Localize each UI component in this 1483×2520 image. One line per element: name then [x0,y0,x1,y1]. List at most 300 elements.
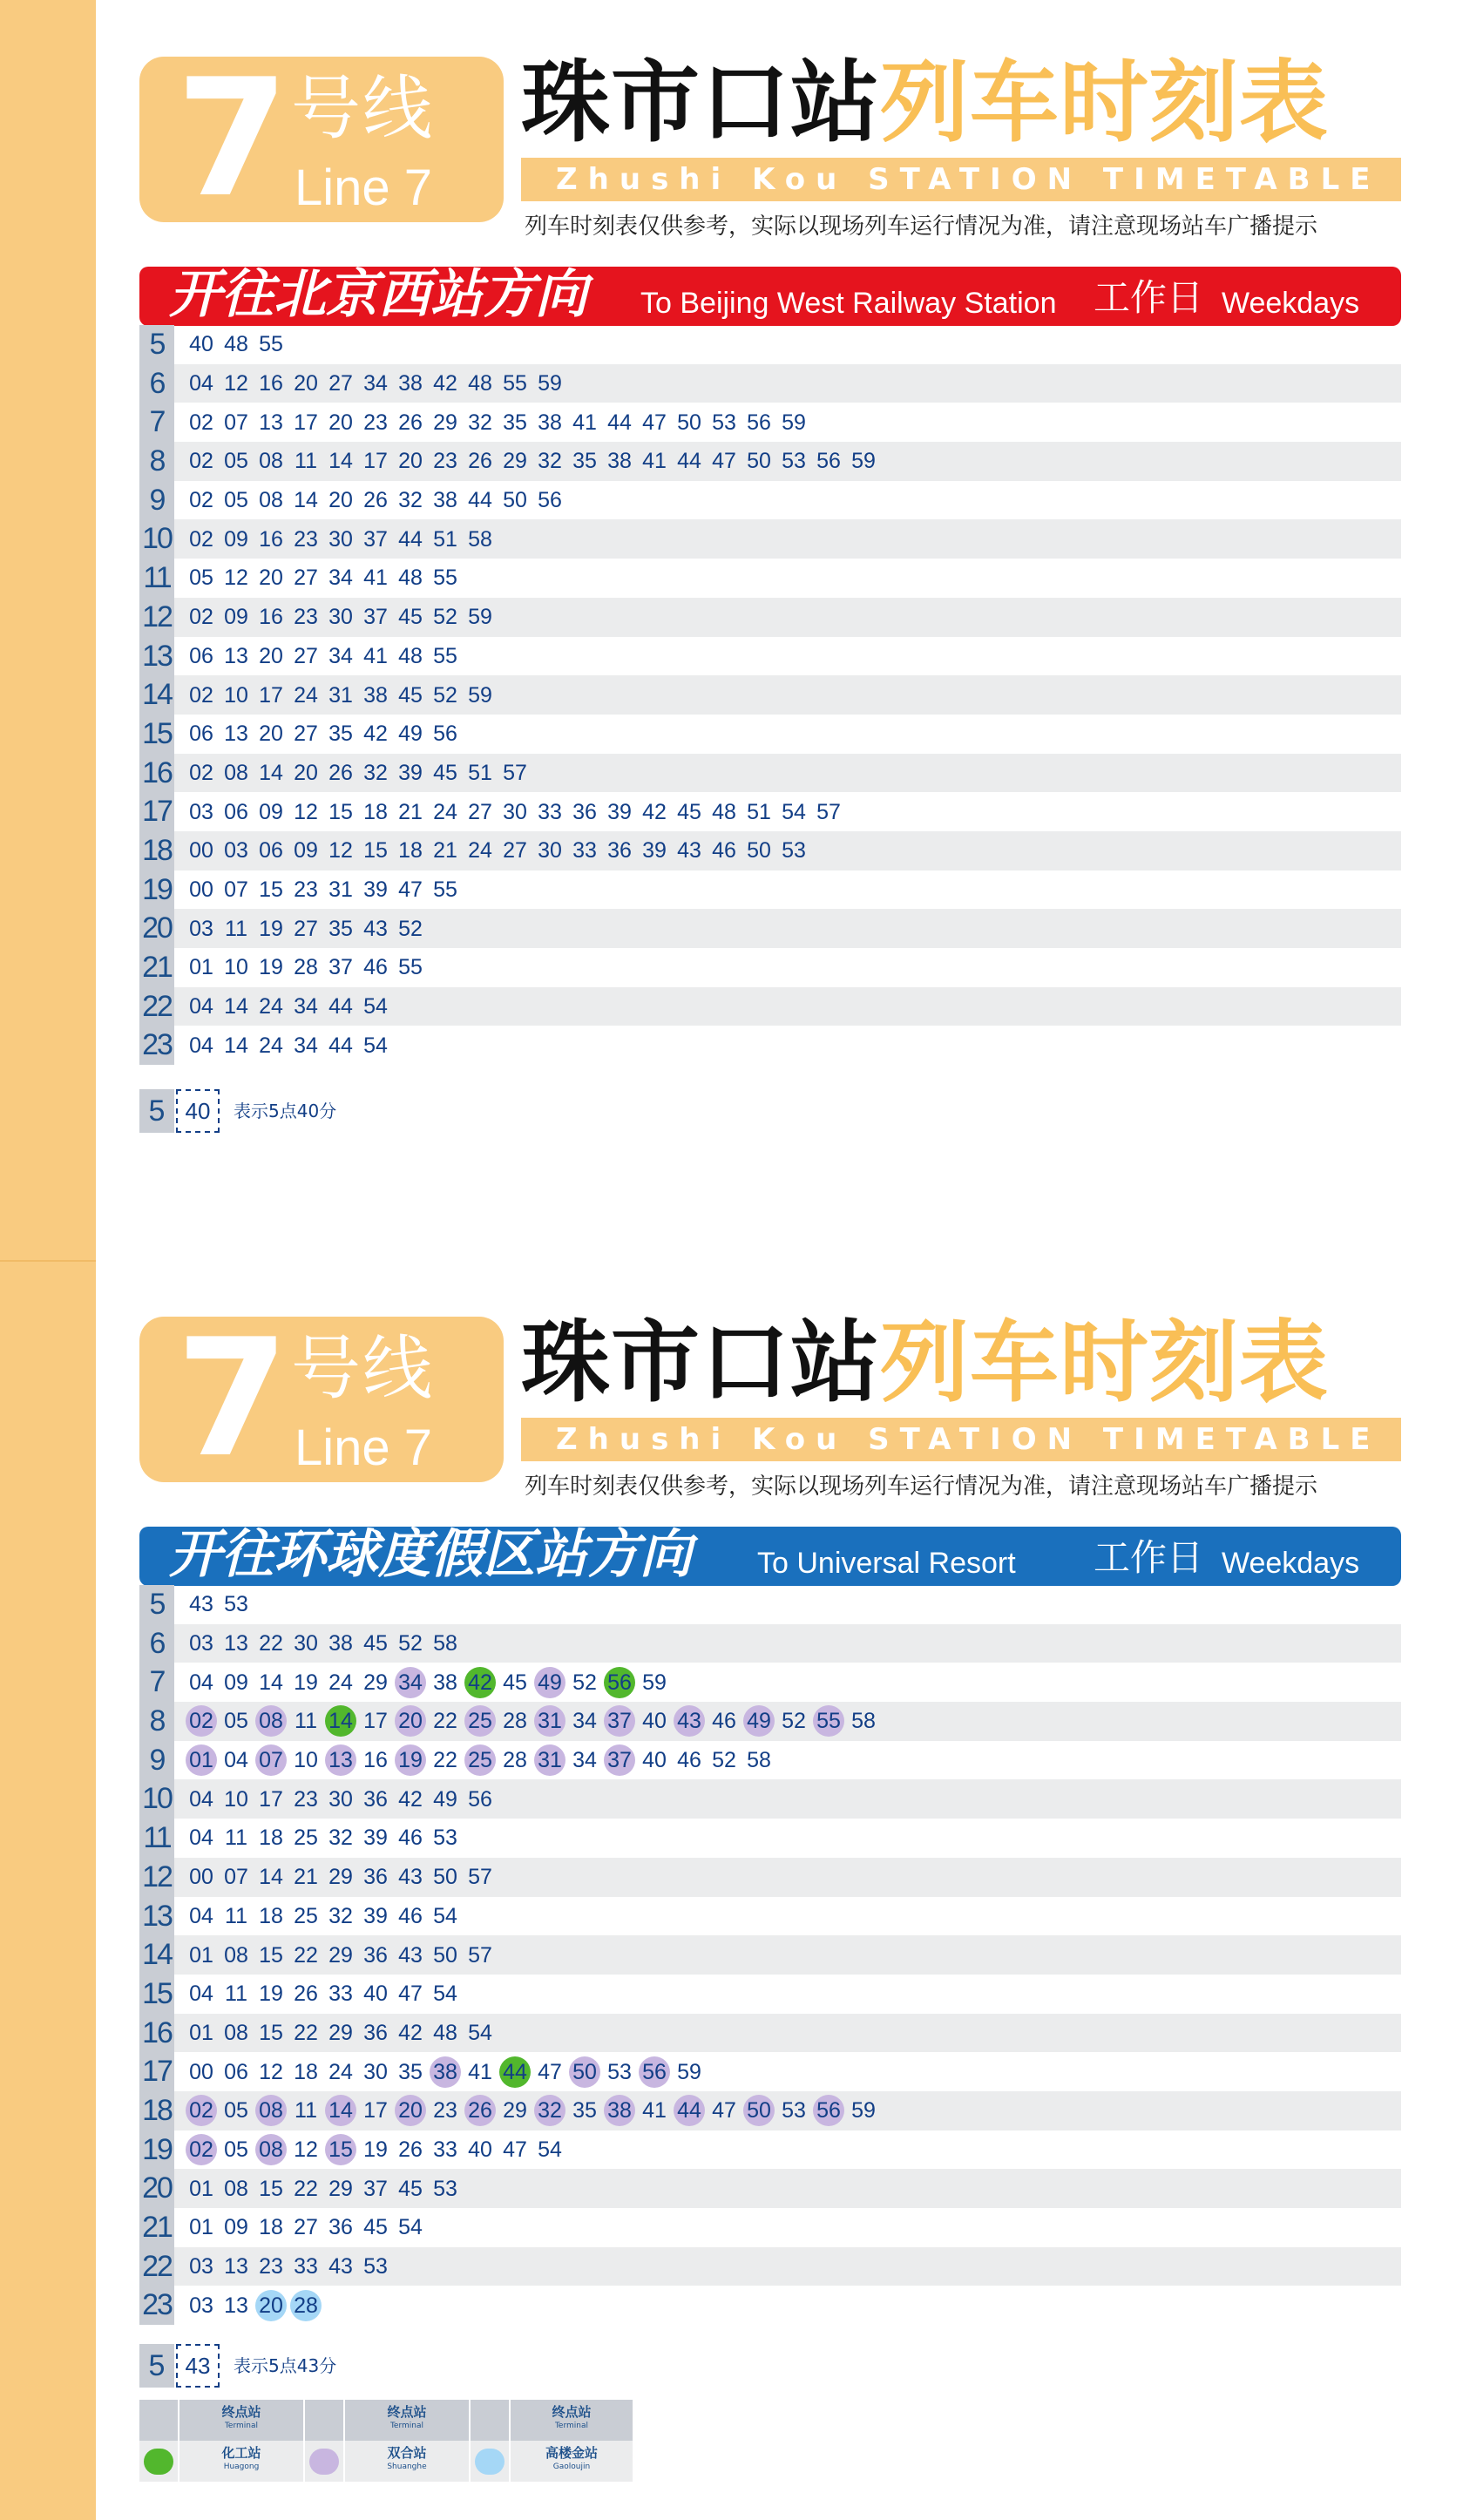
departure-minute: 25 [464,1744,496,1776]
departure-minute: 20 [259,721,283,747]
departure-minute: 25 [464,1705,496,1737]
departure-minute: 04 [189,1786,213,1812]
departure-minute: 03 [189,2254,213,2280]
minute-list [184,2208,428,2247]
departure-minute: 29 [328,2176,353,2201]
departure-minute: 08 [224,1942,248,1968]
departure-minute: 11 [225,1981,247,2007]
departure-minute: 34 [294,994,318,1020]
departure-minute: 24 [328,2059,353,2084]
departure-minute: 58 [468,526,492,552]
departure-minute: 22 [294,2020,318,2045]
hour-label: 9 [139,481,174,520]
line-label-cn: 号线 [291,68,434,149]
departure-minute: 40 [642,1748,667,1773]
departure-minute: 09 [259,799,283,824]
departure-minute: 55 [398,955,423,980]
departure-minute: 56 [604,1667,635,1698]
table-row [139,1819,1401,1858]
departure-minute: 02 [186,1705,217,1737]
departure-minute: 29 [328,2020,353,2045]
departure-minute: 46 [712,838,736,864]
departure-minute: 55 [813,1705,844,1737]
departure-minute: 37 [363,605,388,630]
hour-label: 12 [139,1858,174,1897]
departure-minute: 24 [468,838,492,864]
line-badge [139,1304,504,1493]
departure-minute: 47 [538,2059,562,2084]
departure-minute: 20 [395,1705,426,1737]
departure-minute: 54 [468,2020,492,2045]
hour-label: 7 [139,403,174,442]
table-row [139,1897,1401,1936]
legend-station-cn: 高楼金站 [545,2445,598,2461]
departure-minute: 14 [224,994,248,1020]
timetable-rows [139,1585,1401,2325]
legend-station-en: Gaoloujin [552,2462,591,2471]
departure-minute: 04 [189,1981,213,2007]
minute-list [184,637,463,676]
hour-label: 10 [139,519,174,559]
departure-minute: 15 [328,799,353,824]
departure-minute: 48 [433,2020,457,2045]
departure-minute: 09 [224,526,248,552]
departure-minute: 47 [712,2098,736,2124]
departure-minute: 15 [259,2020,283,2045]
minute-list [184,754,532,793]
table-row [139,715,1401,754]
legend-station-cn: 化工站 [221,2445,261,2461]
departure-minute: 38 [607,449,632,474]
departure-minute: 45 [398,2176,423,2201]
direction-cn: 开往北京西站方向 [169,267,587,325]
departure-minute: 09 [224,605,248,630]
departure-minute: 18 [259,1903,283,1928]
departure-minute: 22 [259,1631,283,1656]
departure-minute: 36 [328,2215,353,2240]
departure-minute: 19 [294,1670,318,1695]
direction-bar [139,267,1401,326]
departure-minute: 29 [363,1670,388,1695]
hour-label: 21 [139,948,174,987]
timetable-label: 列车时刻表 [880,1311,1329,1415]
departure-minute: 01 [189,2020,213,2045]
departure-minute: 08 [255,1705,287,1737]
departure-minute: 49 [433,1786,457,1812]
departure-minute: 17 [259,682,283,708]
hour-label: 6 [139,1624,174,1663]
departure-minute: 36 [363,2020,388,2045]
departure-minute: 55 [503,371,527,396]
departure-minute: 20 [255,2290,287,2321]
departure-minute: 16 [259,605,283,630]
departure-minute: 38 [328,1631,353,1656]
table-row [139,1779,1401,1819]
departure-minute: 54 [538,2137,562,2162]
departure-minute: 29 [433,410,457,435]
departure-minute: 12 [294,2137,318,2162]
departure-minute: 59 [677,2059,701,2084]
hour-label: 19 [139,2130,174,2170]
departure-minute: 44 [328,994,353,1020]
departure-minute: 38 [538,410,562,435]
departure-minute: 10 [224,682,248,708]
departure-minute: 12 [328,838,353,864]
minute-list [184,1819,463,1858]
departure-minute: 39 [398,760,423,785]
table-row [139,2169,1401,2208]
departure-minute: 18 [398,838,423,864]
minute-list [184,1975,463,2014]
example-key [139,1089,401,1133]
departure-minute: 18 [259,1826,283,1851]
departure-minute: 07 [224,410,248,435]
departure-minute: 50 [433,1942,457,1968]
departure-minute: 37 [328,955,353,980]
departure-minute: 03 [189,916,213,941]
purple-marker-icon [309,2449,339,2475]
direction-en: To Beijing West Railway Station [640,287,1057,320]
departure-minute: 54 [433,1981,457,2007]
departure-minute: 53 [224,1592,248,1617]
hour-label: 17 [139,792,174,831]
departure-minute: 07 [224,1865,248,1890]
table-row [139,948,1401,987]
legend-marker-cell [305,2441,343,2482]
departure-minute: 40 [189,332,213,357]
departure-minute: 43 [398,1942,423,1968]
minute-list [184,2091,881,2130]
departure-minute: 14 [224,1033,248,1058]
hour-label: 11 [139,559,174,598]
hour-label: 13 [139,1897,174,1936]
departure-minute: 53 [782,449,806,474]
departure-minute: 44 [468,488,492,513]
hour-label: 17 [139,2052,174,2091]
departure-minute: 42 [398,2020,423,2045]
departure-minute: 59 [782,410,806,435]
departure-minute: 25 [294,1826,318,1851]
departure-minute: 04 [189,371,213,396]
departure-minute: 01 [189,955,213,980]
departure-minute: 50 [677,410,701,435]
departure-minute: 34 [328,643,353,668]
departure-minute: 08 [259,488,283,513]
departure-minute: 52 [398,916,423,941]
departure-minute: 23 [259,2254,283,2280]
hour-label: 5 [139,325,174,364]
departure-minute: 00 [189,1865,213,1890]
table-row [139,442,1401,481]
departure-minute: 12 [294,799,318,824]
table-row [139,870,1401,910]
departure-minute: 02 [189,449,213,474]
departure-minute: 52 [433,682,457,708]
departure-minute: 48 [712,799,736,824]
weekday-cn: 工作日 [1094,276,1204,319]
departure-minute: 47 [503,2137,527,2162]
departure-minute: 20 [259,643,283,668]
legend-header-en: Terminal [224,2422,259,2430]
departure-minute: 37 [363,526,388,552]
minute-list [184,870,463,910]
departure-minute: 30 [328,526,353,552]
departure-minute: 02 [186,2134,217,2165]
departure-minute: 05 [224,488,248,513]
departure-minute: 52 [398,1631,423,1656]
direction-bar [139,1527,1401,1586]
departure-minute: 26 [294,1981,318,2007]
departure-minute: 26 [328,760,353,785]
departure-minute: 17 [363,1709,388,1734]
departure-minute: 45 [433,760,457,785]
departure-minute: 45 [363,2215,388,2240]
departure-minute: 46 [712,1709,736,1734]
hour-label: 7 [139,1663,174,1702]
timetable-label: 列车时刻表 [880,51,1329,155]
departure-minute: 50 [433,1865,457,1890]
minute-list [184,325,288,364]
departure-minute: 40 [363,1981,388,2007]
departure-minute: 50 [743,2095,775,2126]
minute-list [184,2247,393,2286]
departure-minute: 56 [747,410,771,435]
departure-minute: 32 [398,488,423,513]
departure-minute: 52 [782,1709,806,1734]
legend-station [179,2441,303,2482]
table-row [139,1624,1401,1663]
departure-minute: 30 [363,2059,388,2084]
departure-minute: 05 [224,2137,248,2162]
table-row [139,675,1401,715]
departure-minute: 39 [363,877,388,902]
table-row [139,2014,1401,2053]
departure-minute: 12 [224,566,248,591]
table-row [139,2208,1401,2247]
departure-minute: 33 [433,2137,457,2162]
legend-header-cn: 终点站 [221,2404,261,2420]
departure-minute: 22 [294,2176,318,2201]
legend-marker-cell [139,2441,178,2482]
departure-minute: 58 [851,1709,876,1734]
departure-minute: 32 [468,410,492,435]
departure-minute: 43 [677,838,701,864]
minute-list [184,2169,463,2208]
departure-minute: 53 [782,2098,806,2124]
departure-minute: 11 [295,449,317,474]
departure-minute: 45 [677,799,701,824]
departure-minute: 30 [328,1786,353,1812]
departure-minute: 56 [639,2056,670,2088]
departure-minute: 01 [189,1942,213,1968]
departure-minute: 38 [433,488,457,513]
departure-minute: 44 [677,449,701,474]
title-english: Zhushi Kou STATION TIMETABLE [521,1418,1401,1461]
page-title [521,1309,1329,1419]
departure-minute: 34 [572,1709,597,1734]
table-row [139,559,1401,598]
departure-minute: 42 [398,1786,423,1812]
departure-minute: 35 [398,2059,423,2084]
departure-minute: 41 [642,2098,667,2124]
station-name: 珠市口站 [521,1311,880,1415]
departure-minute: 14 [259,760,283,785]
timetable-panel-universal-resort [0,1260,1483,2520]
departure-minute: 02 [189,605,213,630]
departure-minute: 01 [189,2176,213,2201]
timetable-rows [139,325,1401,1065]
hour-label: 10 [139,1779,174,1819]
departure-minute: 35 [328,916,353,941]
table-row [139,2130,1401,2170]
terminal-legend [139,2400,633,2482]
departure-minute: 40 [642,1709,667,1734]
departure-minute: 05 [224,2098,248,2124]
minute-list [184,481,567,520]
departure-minute: 31 [534,1744,565,1776]
hour-label: 22 [139,2247,174,2286]
departure-minute: 47 [642,410,667,435]
departure-minute: 41 [363,566,388,591]
departure-minute: 32 [328,1826,353,1851]
legend-station [345,2441,469,2482]
departure-minute: 49 [743,1705,775,1737]
departure-minute: 44 [674,2095,705,2126]
departure-minute: 51 [433,526,457,552]
departure-minute: 38 [433,1670,457,1695]
departure-minute: 41 [363,643,388,668]
departure-minute: 31 [328,877,353,902]
departure-minute: 55 [433,643,457,668]
minute-list [184,442,881,481]
departure-minute: 39 [363,1903,388,1928]
departure-minute: 07 [255,1744,287,1776]
departure-minute: 15 [259,1942,283,1968]
departure-minute: 47 [398,1981,423,2007]
departure-minute: 46 [398,1903,423,1928]
example-note: 表示5点40分 [234,1101,337,1121]
departure-minute: 52 [712,1748,736,1773]
departure-minute: 15 [259,2176,283,2201]
hour-label: 18 [139,2091,174,2130]
departure-minute: 32 [363,760,388,785]
departure-minute: 10 [294,1748,318,1773]
departure-minute: 39 [642,838,667,864]
departure-minute: 54 [782,799,806,824]
departure-minute: 54 [363,994,388,1020]
departure-minute: 50 [747,838,771,864]
table-row [139,364,1401,403]
departure-minute: 27 [294,2215,318,2240]
departure-minute: 23 [294,1786,318,1812]
departure-minute: 40 [468,2137,492,2162]
departure-minute: 53 [363,2254,388,2280]
departure-minute: 04 [189,1903,213,1928]
line-badge [139,44,504,233]
departure-minute: 20 [259,566,283,591]
minute-list [184,598,498,637]
departure-minute: 28 [503,1748,527,1773]
departure-minute: 03 [189,799,213,824]
departure-minute: 29 [503,2098,527,2124]
blue-marker-icon [475,2449,504,2475]
green-marker-icon [144,2449,173,2475]
line-number: 7 [176,1304,289,1493]
departure-minute: 23 [363,410,388,435]
departure-minute: 53 [433,1826,457,1851]
example-note: 表示5点43分 [234,2355,337,2376]
table-row [139,325,1401,364]
departure-minute: 23 [294,605,318,630]
station-name: 珠市口站 [521,51,880,155]
notice-text: 列车时刻表仅供参考，实际以现场列车运行情况为准，请注意现场站车广播提示 [525,213,1318,240]
departure-minute: 11 [225,916,247,941]
departure-minute: 52 [433,605,457,630]
departure-minute: 06 [259,838,283,864]
departure-minute: 17 [363,2098,388,2124]
departure-minute: 35 [503,410,527,435]
departure-minute: 31 [534,1705,565,1737]
departure-minute: 48 [224,332,248,357]
departure-minute: 41 [468,2059,492,2084]
departure-minute: 13 [224,643,248,668]
hour-label: 23 [139,1026,174,1065]
departure-minute: 32 [538,449,562,474]
departure-minute: 16 [259,371,283,396]
departure-minute: 11 [225,1903,247,1928]
minute-list [184,559,463,598]
minute-list [184,403,811,442]
departure-minute: 03 [189,2293,213,2318]
table-row [139,1935,1401,1975]
minute-list [184,2130,567,2170]
legend-header [179,2400,303,2441]
minute-list [184,364,567,403]
departure-minute: 21 [433,838,457,864]
departure-minute: 14 [328,449,353,474]
departure-minute: 24 [294,682,318,708]
departure-minute: 57 [503,760,527,785]
departure-minute: 17 [294,410,318,435]
departure-minute: 19 [395,1744,426,1776]
departure-minute: 08 [224,2020,248,2045]
departure-minute: 26 [398,410,423,435]
departure-minute: 02 [186,2095,217,2126]
departure-minute: 11 [295,1709,317,1734]
departure-minute: 19 [259,1981,283,2007]
hour-label: 22 [139,987,174,1026]
table-row [139,1975,1401,2014]
minute-list [184,1935,498,1975]
departure-minute: 58 [433,1631,457,1656]
departure-minute: 04 [189,1670,213,1695]
departure-minute: 27 [294,916,318,941]
departure-minute: 13 [224,721,248,747]
table-row [139,598,1401,637]
departure-minute: 35 [328,721,353,747]
departure-minute: 46 [398,1826,423,1851]
legend-station-en: Huagong [223,2462,260,2471]
departure-minute: 43 [189,1592,213,1617]
departure-minute: 44 [328,1033,353,1058]
departure-minute: 49 [534,1667,565,1698]
table-row [139,792,1401,831]
departure-minute: 50 [569,2056,600,2088]
departure-minute: 45 [363,1631,388,1656]
title-english: Zhushi Kou STATION TIMETABLE [521,158,1401,201]
departure-minute: 51 [747,799,771,824]
departure-minute: 33 [538,799,562,824]
